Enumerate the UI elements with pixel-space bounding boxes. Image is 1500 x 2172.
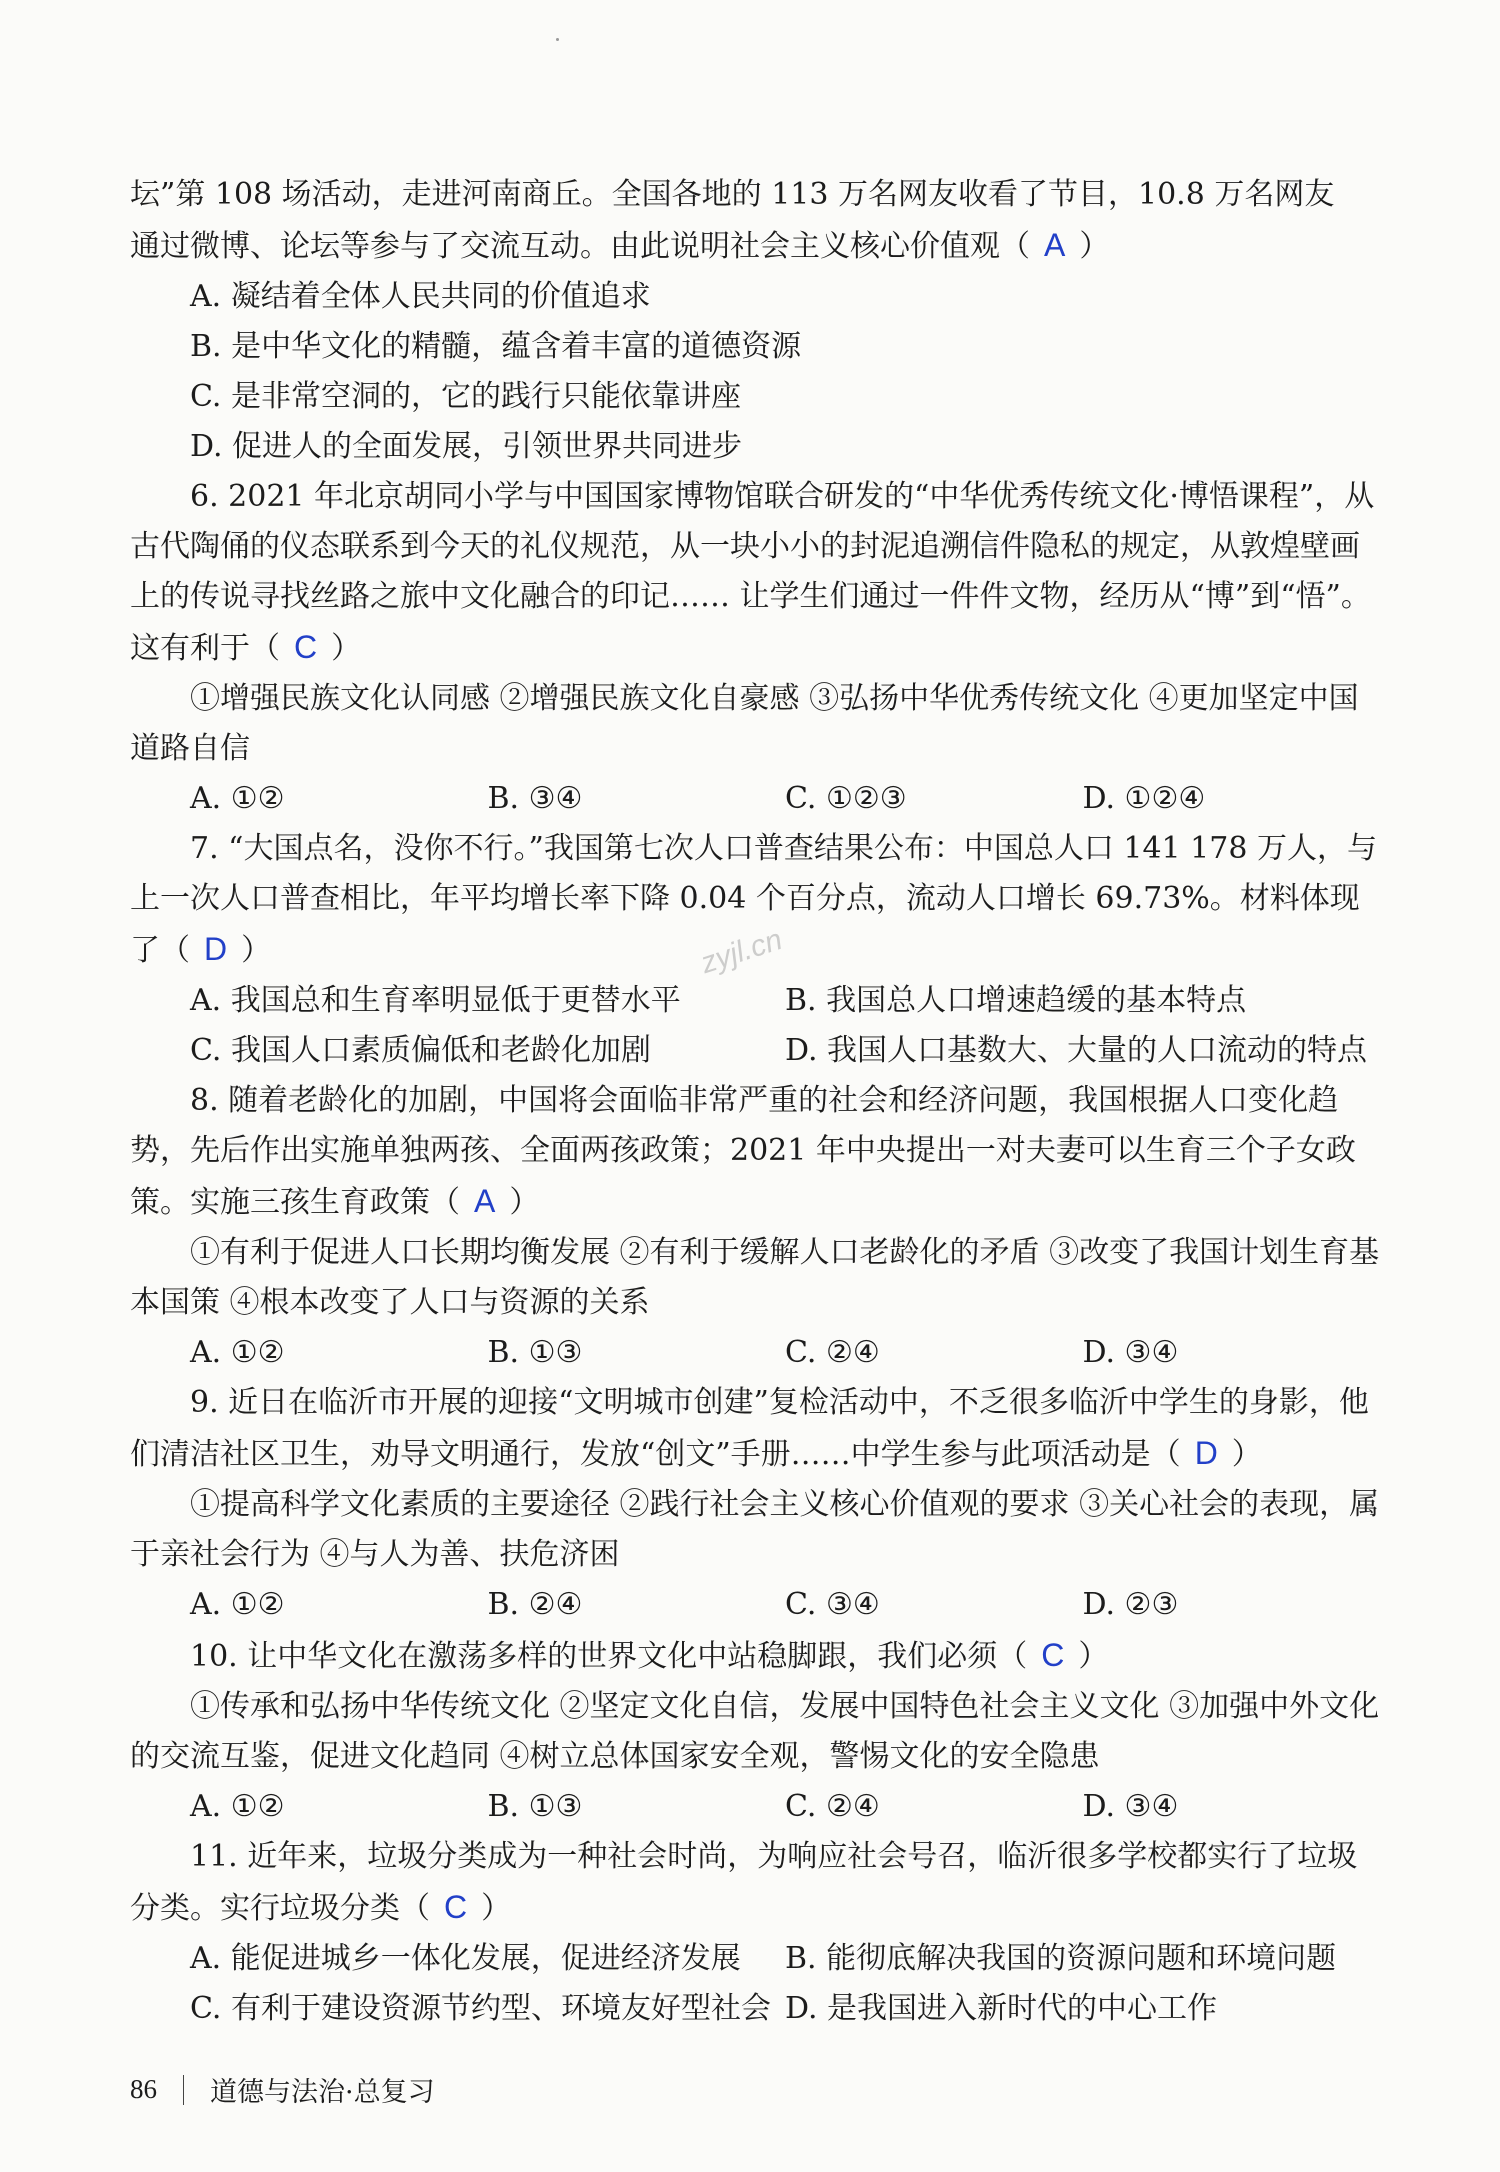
q9-option-c: C. ③④ xyxy=(785,1587,880,1622)
q10-option-d: D. ③④ xyxy=(1082,1789,1179,1824)
question-5 xyxy=(130,170,1380,472)
q11-answer: C xyxy=(444,1889,468,1925)
q10-stem-text: 10. 让中华文化在激荡多样的世界文化中站稳脚跟，我们必须（ xyxy=(190,1639,1028,1674)
q11-close-paren: ） xyxy=(481,1891,512,1926)
q9-option-a: A. ①② xyxy=(190,1587,285,1622)
question-9 xyxy=(130,1378,1380,1630)
page-footer xyxy=(130,2070,435,2109)
q6-option-b: B. ③④ xyxy=(487,781,583,816)
q10-stem xyxy=(130,1630,1380,1682)
q8-option-d: D. ③④ xyxy=(1082,1335,1179,1370)
q8-options xyxy=(190,1328,1380,1378)
q10-option-b: B. ①③ xyxy=(487,1789,583,1824)
q11-options-row2 xyxy=(190,1984,1380,2034)
q9-stem xyxy=(130,1378,1380,1480)
question-11 xyxy=(130,1832,1380,2034)
q10-answer: C xyxy=(1041,1637,1065,1673)
q6-answer: C xyxy=(294,629,318,665)
q9-answer: D xyxy=(1194,1435,1218,1471)
q10-close-paren: ） xyxy=(1078,1639,1109,1674)
q11-option-a: A. 能促进城乡一体化发展，促进经济发展 xyxy=(190,1941,741,1976)
q9-items: ①提高科学文化素质的主要途径 ②践行社会主义核心价值观的要求 ③关心社会的表现，属于亲社会行为 ④与人为善、扶危济困 xyxy=(130,1487,1380,1572)
q6-option-d: D. ①②④ xyxy=(1082,781,1206,816)
q10-items: ①传承和弘扬中华传统文化 ②坚定文化自信，发展中国特色社会主义文化 ③加强中外文化的交流互鉴，促进文化趋同 ④树立总体国家安全观，警惕文化的安全隐患 xyxy=(130,1689,1380,1774)
q5-option-b: B. 是中华文化的精髓，蕴含着丰富的道德资源 xyxy=(190,329,802,364)
q11-options-row1 xyxy=(190,1934,1380,1984)
q8-option-b: B. ①③ xyxy=(487,1335,583,1370)
q11-stem-text: 11. 近年来，垃圾分类成为一种社会时尚，为响应社会号召，临沂很多学校都实行了垃圾分类。实行垃圾分类（ xyxy=(130,1839,1358,1926)
q5-stem-text: 通过微博、论坛等参与了交流互动。由此说明社会主义核心价值观（ xyxy=(130,229,1030,264)
q7-option-b: B. 我国总人口增速趋缓的基本特点 xyxy=(785,983,1247,1018)
q11-option-d: D. 是我国进入新时代的中心工作 xyxy=(785,1991,1218,2026)
q9-close-paren: ） xyxy=(1231,1437,1262,1472)
q10-option-c: C. ②④ xyxy=(785,1789,880,1824)
q11-stem xyxy=(130,1832,1380,1934)
q5-option-a: A. 凝结着全体人民共同的价值追求 xyxy=(190,279,651,314)
q6-option-a: A. ①② xyxy=(190,781,285,816)
question-8 xyxy=(130,1076,1380,1378)
q8-stem xyxy=(130,1076,1380,1228)
q8-answer: A xyxy=(474,1183,496,1219)
q5-close-paren: ） xyxy=(1079,229,1110,264)
question-10 xyxy=(130,1630,1380,1832)
q5-option-d: D. 促进人的全面发展，引领世界共同进步 xyxy=(190,429,743,464)
q6-close-paren: ） xyxy=(331,631,362,666)
q6-options xyxy=(190,774,1380,824)
q7-option-c: C. 我国人口素质偏低和老龄化加剧 xyxy=(190,1033,651,1068)
q10-options xyxy=(190,1782,1380,1832)
q9-option-b: B. ②④ xyxy=(487,1587,583,1622)
q7-option-d: D. 我国人口基数大、大量的人口流动的特点 xyxy=(785,1033,1368,1068)
q8-close-paren: ） xyxy=(509,1185,540,1220)
q9-option-d: D. ②③ xyxy=(1082,1587,1179,1622)
page-number: 86 xyxy=(130,2074,157,2104)
q7-options-row1 xyxy=(190,976,1380,1026)
q7-close-paren: ） xyxy=(241,933,272,968)
q7-stem-text: 7. “大国点名，没你不行。”我国第七次人口普查结果公布：中国总人口 141 178 万人，与上一次人口普查相比，年平均增长率下降 0.04 个百分点，流动人口增长 69.73%。材料体现了（ xyxy=(130,831,1377,968)
q7-option-a: A. 我国总和生育率明显低于更替水平 xyxy=(190,983,681,1018)
scan-dot xyxy=(556,38,559,41)
question-6 xyxy=(130,472,1380,824)
q6-items: ①增强民族文化认同感 ②增强民族文化自豪感 ③弘扬中华优秀传统文化 ④更加坚定中国道路自信 xyxy=(130,681,1359,766)
q9-stem-text: 9. 近日在临沂市开展的迎接“文明城市创建”复检活动中，不乏很多临沂中学生的身影，他们清洁社区卫生，劝导文明通行，发放“创文”手册……中学生参与此项活动是（ xyxy=(130,1385,1369,1472)
q11-option-c: C. 有利于建设资源节约型、环境友好型社会 xyxy=(190,1991,771,2026)
q6-stem xyxy=(130,472,1380,674)
q8-option-c: C. ②④ xyxy=(785,1335,880,1370)
q6-option-c: C. ①②③ xyxy=(785,781,907,816)
q6-stem-text: 6. 2021 年北京胡同小学与中国国家博物馆联合研发的“中华优秀传统文化·博悟课程”，从古代陶俑的仪态联系到今天的礼仪规范，从一块小小的封泥追溯信件隐私的规定，从敦煌壁画上的传说寻找丝路之旅中文化融合的印记…… 让学生们通过一件件文物，经历从“博”到“悟”。这有利于（ xyxy=(130,479,1375,666)
q8-items: ①有利于促进人口长期均衡发展 ②有利于缓解人口老龄化的矛盾 ③改变了我国计划生育基本国策 ④根本改变了人口与资源的关系 xyxy=(130,1235,1380,1320)
q8-option-a: A. ①② xyxy=(190,1335,285,1370)
q11-option-b: B. 能彻底解决我国的资源问题和环境问题 xyxy=(785,1941,1337,1976)
q9-options xyxy=(190,1580,1380,1630)
q7-options-row2 xyxy=(190,1026,1380,1076)
q5-stem-line1: 坛”第 108 场活动，走进河南商丘。全国各地的 113 万名网友收看了节目，10.8 万名网友 xyxy=(130,177,1335,212)
q10-option-a: A. ①② xyxy=(190,1789,285,1824)
footer-divider xyxy=(183,2075,184,2105)
q8-stem-text: 8. 随着老龄化的加剧，中国将会面临非常严重的社会和经济问题，我国根据人口变化趋势，先后作出实施单独两孩、全面两孩政策；2021 年中央提出一对夫妻可以生育三个子女政策。实施三孩生育政策（ xyxy=(130,1083,1356,1220)
watermark: zyjl.cn xyxy=(696,922,787,981)
q5-option-c: C. 是非常空洞的，它的践行只能依靠讲座 xyxy=(190,379,741,414)
q5-answer: A xyxy=(1044,227,1066,263)
book-title: 道德与法治·总复习 xyxy=(210,2077,435,2108)
q7-answer: D xyxy=(204,931,228,967)
page-content xyxy=(130,170,1380,2034)
q5-stem-line2 xyxy=(130,220,1380,272)
